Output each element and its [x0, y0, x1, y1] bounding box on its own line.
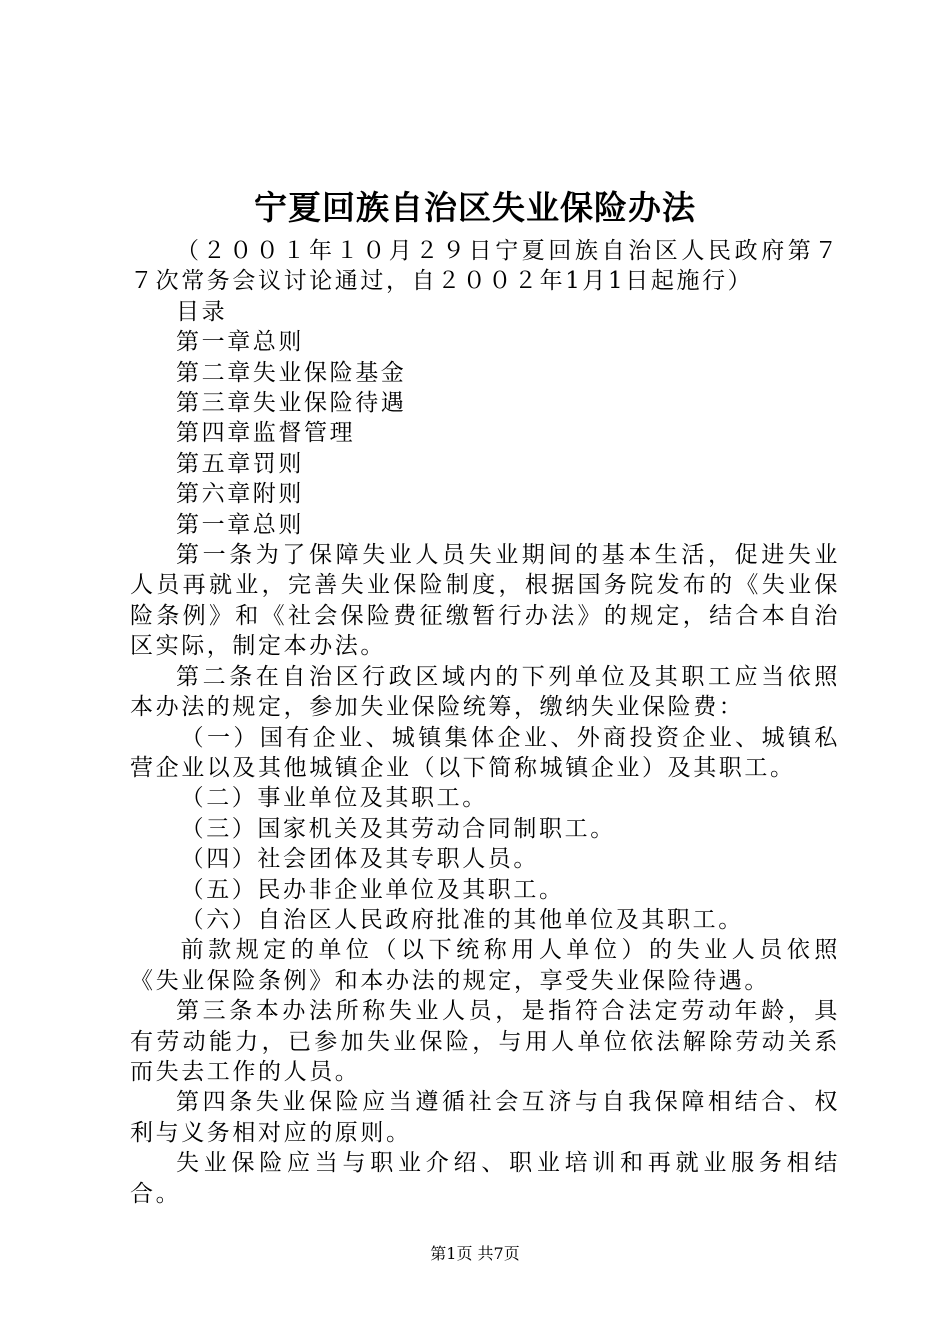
list-item: （六）自治区人民政府批准的其他单位及其职工。: [180, 906, 744, 933]
list-item: （四）社会团体及其专职人员。: [180, 846, 539, 873]
page-footer: 第1页 共7页: [430, 1244, 520, 1263]
list-item: （三）国家机关及其劳动合同制职工。: [180, 815, 616, 842]
toc-item: 第六章附则: [176, 481, 304, 508]
list-item: （五）民办非企业单位及其职工。: [180, 876, 565, 903]
article-paragraph: 失业保险应当与职业介绍、职业培训和再就业服务相结合。: [130, 1150, 840, 1207]
article-paragraph: 第一条为了保障失业人员失业期间的基本生活，促进失业人员再就业，完善失业保险制度，根据国务院发布的《失业保险条例》和《社会保险费征缴暂行办法》的规定，结合本自治区实际，制定本办法。: [130, 542, 840, 660]
list-item: （二）事业单位及其职工。: [180, 785, 488, 812]
article-paragraph: 第三条本办法所称失业人员，是指符合法定劳动年龄，具有劳动能力，已参加失业保险，与用人单位依法解除劳动关系而失去工作的人员。: [130, 998, 840, 1085]
toc-item: 第五章罚则: [176, 450, 304, 477]
document-body: [130, 236, 840, 1209]
toc-item: 第二章失业保险基金: [176, 359, 407, 386]
list-item: （一）国有企业、城镇集体企业、外商投资企业、城镇私营企业以及其他城镇企业（以下简称城镇企业）及其职工。: [130, 724, 840, 781]
chapter-heading: 第一章总则: [176, 511, 304, 538]
article-paragraph: 第四条失业保险应当遵循社会互济与自我保障相结合、权利与义务相对应的原则。: [130, 1089, 840, 1146]
article-paragraph: 第二条在自治区行政区域内的下列单位及其职工应当依照本办法的规定，参加失业保险统筹，缴纳失业保险费：: [130, 663, 840, 721]
document-title: 宁夏回族自治区失业保险办法: [254, 188, 696, 227]
toc-item: 第一章总则: [176, 329, 304, 356]
enactment-note: （２００１年１０月２９日宁夏回族自治区人民政府第７７次常务会议讨论通过，自２００２年1月1日起施行）: [130, 238, 840, 295]
toc-item: 第四章监督管理: [176, 420, 356, 447]
toc-item: 第三章失业保险待遇: [176, 390, 407, 417]
toc-heading: 目录: [176, 298, 228, 325]
article-paragraph: 前款规定的单位（以下统称用人单位）的失业人员依照《失业保险条例》和本办法的规定，享受失业保险待遇。: [130, 937, 840, 994]
